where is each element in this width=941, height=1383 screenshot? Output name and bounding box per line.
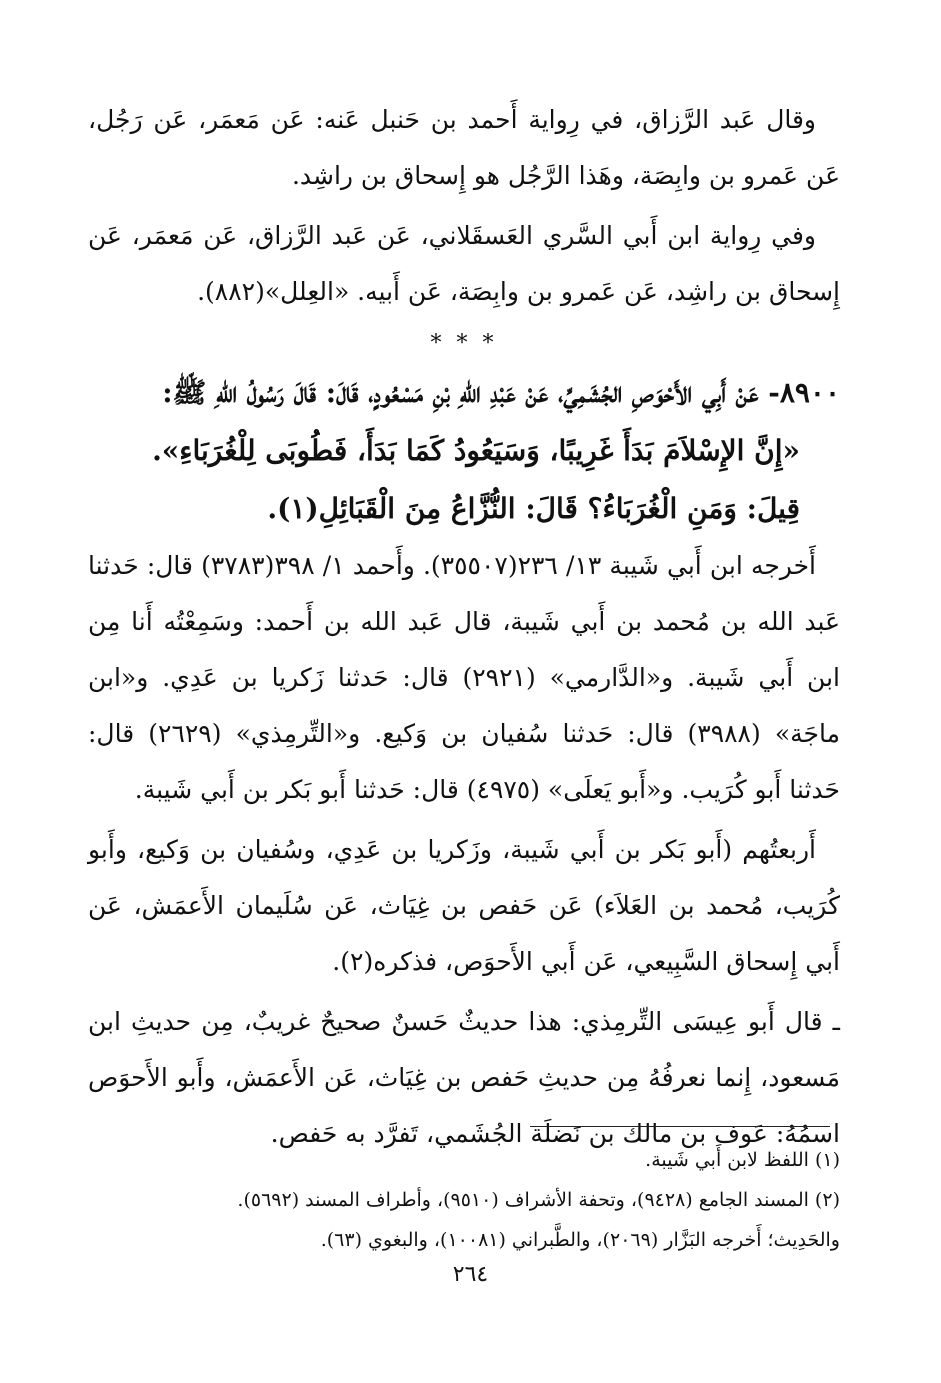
footnote-1: (١) اللفظ لابن أَبي شَيبة. — [645, 1149, 840, 1171]
page-number: ٢٦٤ — [452, 1262, 489, 1287]
paragraph-tirmidhi-comment: ـ قال أَبو عِيسَى التِّرمِذي: هذا حديثٌ حَسنٌ صحيحٌ غريبٌ، مِن حديثِ ابن مَسعود، إِنما نعرفُهُ مِن حديثِ حَفص بن غِيَاث، عَن الأَعمَش، وأَبو الأَحوَص اسمُهُ: عَوف بن مالك بن نَضلَة الجُشَمي، تَفرَّد به حَفص. — [88, 1007, 840, 1148]
hadith-heading: ٨٩٠٠- عَنْ أَبِي الأَحْوَصِ الجُشَمِيِّ، عَنْ عَبْدِ اللهِ بْنِ مَسْعُودٍ، قَالَ: قَالَ رَسُولُ اللهِ ﷺ: — [162, 376, 840, 409]
footnote-divider — [530, 1126, 830, 1127]
paragraph-chain-summary: أَربعتُهم (أَبو بَكر بن أَبي شَيبة، وزَكريا بن عَدِي، وسُفيان بن وَكيع، وأَبو كُرَيب، مُحمد بن العَلاَء) عَن حَفص بن غِيَاث، عَن سُلَيمان الأَعمَش، عَن أَبي إِسحاق السَّبِيعي، عَن أَبي الأَحوَص، فذكره(٢). — [88, 835, 840, 976]
paragraph-ibn-abi-sari-narration: وفي رِواية ابن أَبي السَّري العَسقَلاني، عَن عَبد الرَّزاق، عَن مَعمَر، عَن إِسحاق بن راشِد، عَن عَمرو بن وابِصَة، عَن أَبيه. «العِلل»(٨٨٢). — [88, 221, 840, 306]
hadith-text: «إِنَّ الإِسْلاَمَ بَدَأَ غَرِيبًا، وَسَيَعُودُ كَمَا بَدَأَ، فَطُوبَى لِلْغُرَبَاءِ». — [152, 434, 800, 467]
footnote-2-continued: والحَدِيث؛ أَخرجه البَزَّار (٢٠٦٩)، والطَّبراني (١٠٠٨١)، والبغوي (٦٣). — [320, 1229, 840, 1251]
footnotes — [88, 1140, 840, 1260]
paragraph-takhrij: أَخرجه ابن أَبي شَيبة ١٣/ ٢٣٦(٣٥٥٠٧). وأَحمد ١/ ٣٩٨(٣٧٨٣) قال: حَدثنا عَبد الله بن مُحمد بن أَبي شَيبة، قال عَبد الله بن أَحمد: وسَمِعْتُه أَنا مِن ابن أَبي شَيبة. و«الدَّارمي» (٢٩٢١) قال: حَدثنا زَكريا بن عَدِي. و«ابن ماجَة» (٣٩٨٨) قال: حَدثنا سُفيان بن وَكيع. و«التِّرمِذي» (٢٦٢٩) قال: حَدثنا أَبو كُرَيب. و«أَبو يَعلَى» (٤٩٧٥) قال: حَدثنا أَبو بَكر بن أَبي شَيبة. — [88, 551, 840, 804]
footnote-2: (٢) المسند الجامع (٩٤٢٨)، وتحفة الأشراف (٩٥١٠)، وأطراف المسند (٥٦٩٢). — [237, 1189, 840, 1211]
hadith-question: قِيلَ: وَمَنِ الْغُرَبَاءُ؟ قَالَ: النُّزَّاعُ مِنَ الْقَبَائِلِ(١). — [267, 492, 800, 525]
paragraph-abdulrazzaq-narration: وقال عَبد الرَّزاق، في رِواية أَحمد بن حَنبل عَنه: عَن مَعمَر، عَن رَجُل، عَن عَمرو بن وابِصَة، وهَذا الرَّجُل هو إِسحاق بن راشِد. — [88, 105, 840, 190]
section-separator: * * * — [430, 331, 498, 356]
page-body — [88, 92, 840, 1166]
